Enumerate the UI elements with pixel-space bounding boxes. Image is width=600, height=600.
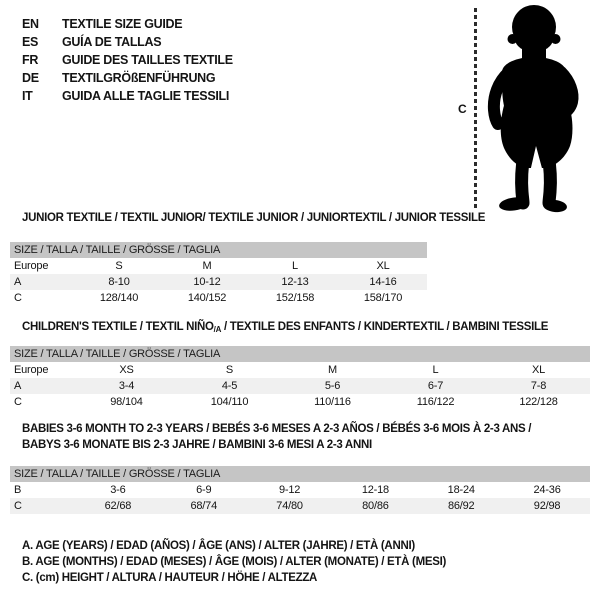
age-cell: 9-12 — [278, 484, 301, 496]
size-cell: L — [432, 364, 439, 376]
age-cell: 3-4 — [75, 378, 178, 394]
height-cell: 158/170 — [363, 292, 403, 304]
lang-title: TEXTILGRÖßENFÜHRUNG — [62, 71, 216, 85]
age-cell: 12-18 — [361, 484, 389, 496]
children-title-prefix: CHILDREN'S TEXTILE / TEXTIL NIÑO — [22, 321, 214, 333]
age-cell: 5-6 — [281, 378, 384, 394]
height-cell: 80/86 — [332, 498, 418, 514]
age-cell: 3-6 — [110, 484, 126, 496]
lang-row-fr — [22, 51, 233, 69]
babies-table-title-line2: BABYS 3-6 MONATE BIS 2-3 JAHRE / BAMBINI 3-6 MESI A 2-3 ANNI — [22, 439, 372, 451]
lang-title: GUIDA ALLE TAGLIE TESSILI — [62, 89, 230, 103]
size-cell: XL — [376, 260, 390, 272]
table-row-age — [10, 378, 590, 394]
height-cell: 122/128 — [519, 396, 558, 408]
height-cell: 140/152 — [187, 292, 227, 304]
age-cell: 10-12 — [163, 274, 251, 290]
measure-legend — [22, 538, 446, 586]
size-cell: S — [225, 364, 234, 376]
height-cell: 104/110 — [210, 396, 249, 408]
row-label: Europe — [14, 260, 49, 272]
babies-table — [10, 466, 590, 514]
age-cell: 12-13 — [251, 274, 339, 290]
size-cell: XL — [531, 364, 546, 376]
junior-table-title: JUNIOR TEXTILE / TEXTIL JUNIOR/ TEXTILE JUNIOR / JUNIORTEXTIL / JUNIOR TESSILE — [22, 212, 486, 224]
language-title-list — [22, 15, 233, 105]
lang-title: GUIDE DES TAILLES TEXTILE — [62, 53, 233, 67]
row-label: C — [10, 498, 75, 514]
table-row-height — [10, 498, 590, 514]
children-title-suffix: / TEXTILE DES ENFANTS / KINDERTEXTIL / BAMBINI TESSILE — [221, 321, 549, 333]
table-row-age — [10, 274, 427, 290]
toddler-silhouette-icon — [484, 2, 600, 216]
children-table-title — [22, 321, 548, 334]
row-label: A — [10, 378, 75, 394]
size-header-row: SIZE / TALLA / TAILLE / GRÖSSE / TAGLIA — [10, 346, 590, 362]
age-cell: 8-10 — [75, 274, 163, 290]
lang-code: ES — [22, 35, 39, 49]
junior-table — [10, 242, 427, 306]
lang-code: DE — [22, 71, 39, 85]
height-cell: 128/140 — [99, 292, 139, 304]
legend-age-years: A. AGE (YEARS) / EDAD (AÑOS) / ÂGE (ANS) / ALTER (JAHRE) / ETÀ (ANNI) — [22, 540, 415, 552]
height-dashed-line — [474, 8, 477, 210]
height-cell: 116/122 — [416, 396, 455, 408]
height-cell: 74/80 — [247, 498, 333, 514]
height-cell: 68/74 — [161, 498, 247, 514]
table-row-europe — [10, 258, 427, 274]
size-cell: M — [328, 364, 337, 376]
lang-row-es — [22, 33, 233, 51]
measure-c-label: C — [458, 102, 467, 116]
height-cell: 110/116 — [314, 396, 351, 408]
size-cell: XS — [119, 364, 134, 376]
table-row-height — [10, 394, 590, 410]
size-cell: L — [292, 260, 298, 272]
row-label: B — [14, 484, 22, 496]
lang-code: FR — [22, 53, 39, 67]
lang-row-it — [22, 87, 233, 105]
table-row-height — [10, 290, 427, 306]
lang-title: TEXTILE SIZE GUIDE — [62, 17, 183, 31]
height-cell: 92/98 — [504, 498, 590, 514]
size-header-row: SIZE / TALLA / TAILLE / GRÖSSE / TAGLIA — [10, 466, 590, 482]
children-title-sub: /A — [213, 325, 222, 334]
height-cell: 152/158 — [275, 292, 315, 304]
table-row-europe — [10, 362, 590, 378]
age-cell: 6-7 — [384, 378, 487, 394]
age-cell: 24-36 — [533, 484, 561, 496]
row-label: C — [14, 396, 22, 408]
height-cell: 86/92 — [418, 498, 504, 514]
age-cell: 6-9 — [196, 484, 212, 496]
size-cell: M — [202, 260, 212, 272]
height-cell: 62/68 — [75, 498, 161, 514]
lang-code: EN — [22, 17, 39, 31]
row-label: C — [14, 292, 22, 304]
height-measure-figure — [440, 0, 600, 225]
size-header-row: SIZE / TALLA / TAILLE / GRÖSSE / TAGLIA — [10, 242, 427, 258]
age-cell: 18-24 — [447, 484, 475, 496]
lang-row-en — [22, 15, 233, 33]
size-cell: S — [115, 260, 123, 272]
height-cell: 98/104 — [110, 396, 143, 408]
age-cell: 14-16 — [339, 274, 427, 290]
age-cell: 7-8 — [487, 378, 590, 394]
lang-row-de — [22, 69, 233, 87]
legend-age-months: B. AGE (MONTHS) / EDAD (MESES) / ÂGE (MOIS) / ALTER (MONATE) / ETÀ (MESI) — [22, 556, 447, 568]
lang-title: GUÍA DE TALLAS — [62, 35, 162, 49]
babies-table-title-line1: BABIES 3-6 MONTH TO 2-3 YEARS / BEBÉS 3-6 MESES A 2-3 AÑOS / BÉBÉS 3-6 MOIS À 2-3 ANS / — [22, 423, 532, 435]
children-table — [10, 346, 590, 410]
legend-height: C. (cm) HEIGHT / ALTURA / HAUTEUR / HÖHE / ALTEZZA — [22, 572, 318, 584]
table-row-age-months — [10, 482, 590, 498]
age-cell: 4-5 — [178, 378, 281, 394]
lang-code: IT — [22, 89, 33, 103]
row-label: A — [10, 274, 75, 290]
row-label: Europe — [14, 364, 49, 376]
